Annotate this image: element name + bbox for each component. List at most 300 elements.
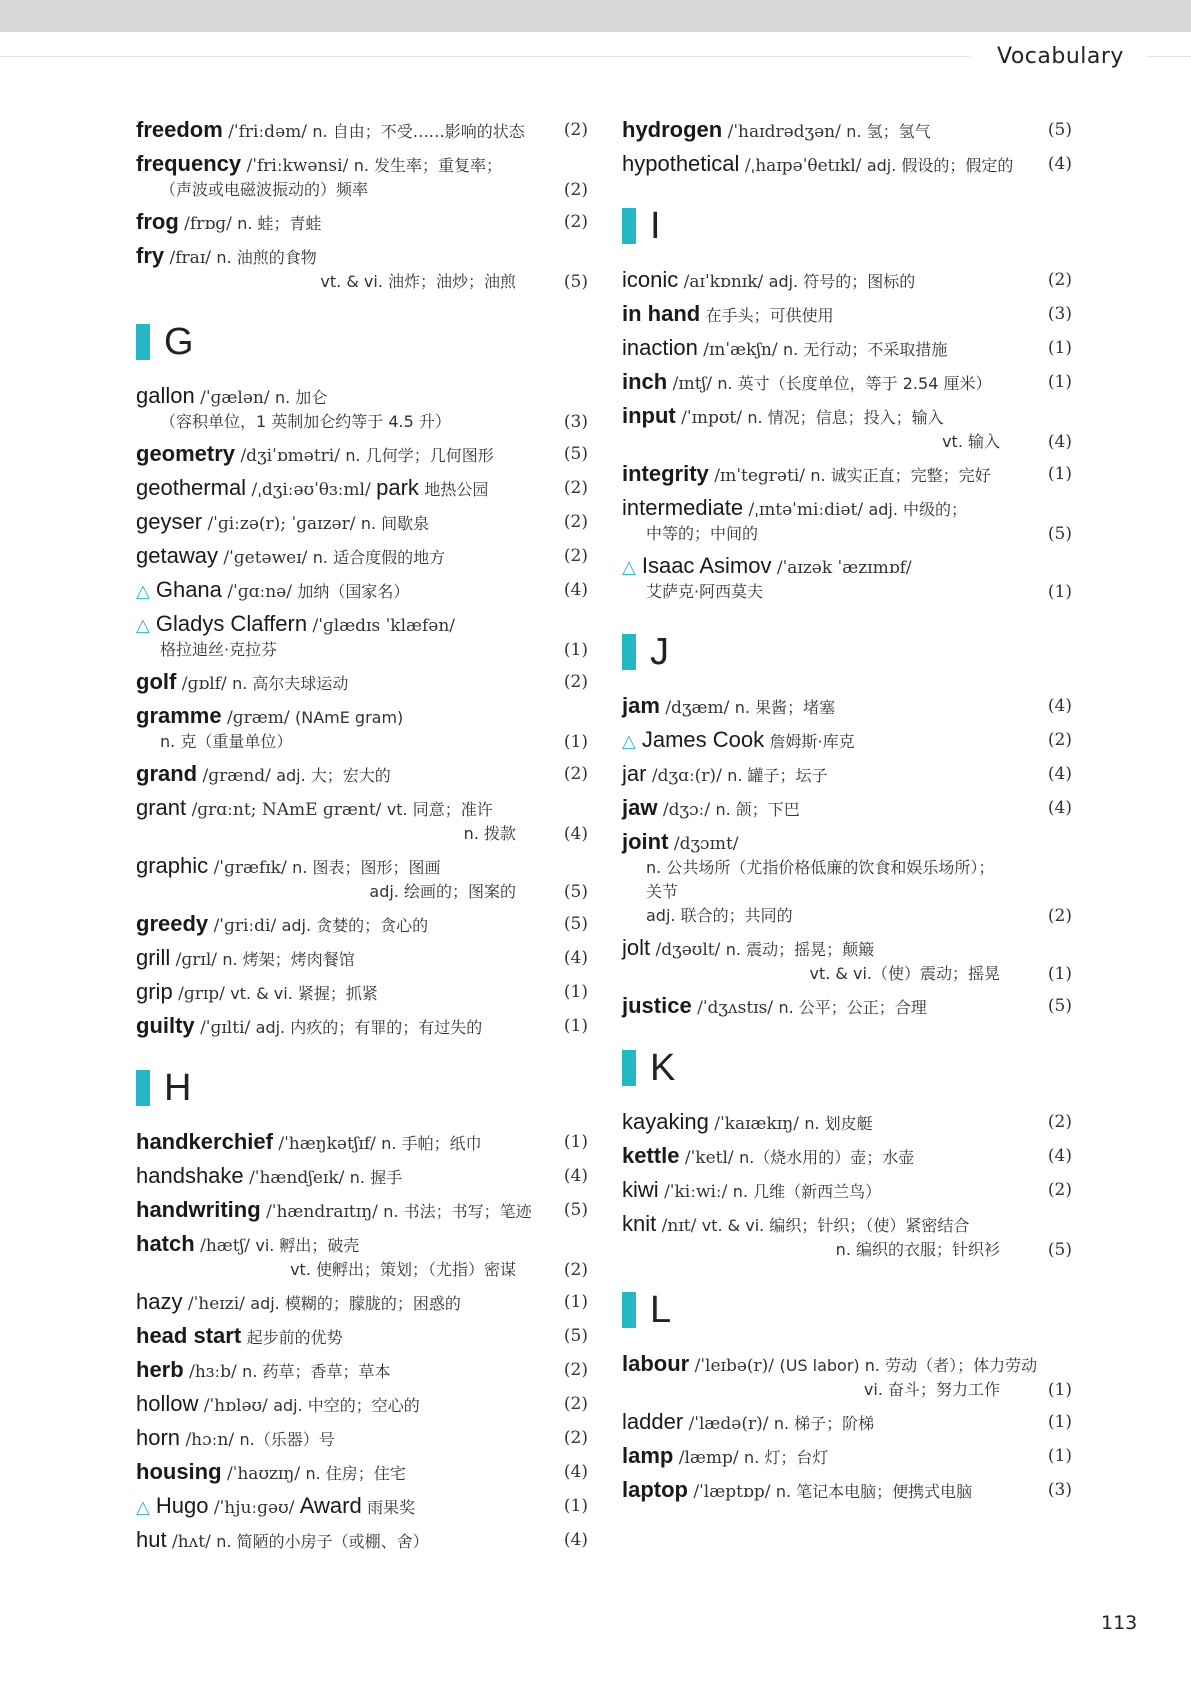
entry-line (622, 462, 1072, 488)
headword: Isaac Asimov (641, 553, 772, 578)
entry-line (622, 152, 1072, 178)
definition: (NAmE gram) (294, 708, 404, 727)
headword: jolt (622, 935, 651, 960)
phonetic: /ˈfriːkwənsi/ (246, 156, 349, 176)
entry-line (136, 118, 588, 144)
definition: adj. 绘画的；图案的 (369, 882, 516, 901)
vocab-entry (136, 1232, 588, 1282)
left-column (136, 118, 588, 1562)
definition: 地热公园 (424, 480, 489, 499)
entry-line (136, 178, 588, 202)
entry-line (136, 210, 588, 236)
definition: n. 罐子；坛子 (727, 766, 828, 785)
entry-line (136, 544, 588, 570)
headword: golf (136, 669, 177, 694)
entry-line (622, 1378, 1072, 1402)
letter-heading (622, 206, 1072, 246)
vocab-entry (136, 704, 588, 754)
definition: n. 烤架；烤肉餐馆 (222, 950, 355, 969)
headword: geometry (136, 441, 236, 466)
letter-bar (136, 1070, 150, 1106)
phonetic: /ˈketl/ (684, 1148, 734, 1168)
triangle-icon: △ (622, 731, 636, 752)
unit-number: (5) (563, 1200, 588, 1220)
definition: n. 握手 (349, 1168, 403, 1187)
phonetic: /ˈɡlædɪs ˈklæfən/ (312, 616, 456, 636)
headword: Ghana (155, 577, 222, 602)
entry-line (136, 270, 588, 294)
unit-number: (2) (563, 546, 588, 566)
headword: joint (622, 829, 669, 854)
entry-line (136, 670, 588, 696)
definition: vi. 奋斗；努力工作 (863, 1380, 1000, 1399)
phonetic: /ˈdʒʌstɪs/ (697, 998, 774, 1018)
headword: labour (622, 1351, 690, 1376)
definition: adj. 中级的； (868, 500, 968, 519)
headword: housing (136, 1459, 222, 1484)
definition: adj. 模糊的；朦胧的；困惑的 (250, 1294, 461, 1313)
definition: 在手头；可供使用 (705, 306, 834, 325)
entry-line (622, 1144, 1072, 1170)
unit-number: (4) (563, 580, 588, 600)
phonetic: /frɒɡ/ (184, 214, 232, 234)
phonetic: /ˈhændʃeɪk/ (249, 1168, 345, 1188)
vocab-entry (136, 1324, 588, 1350)
entry-line (622, 336, 1072, 362)
definition: n. 药草；香草；草本 (242, 1362, 391, 1381)
definition: n. 油煎的食物 (216, 248, 317, 267)
entry-line (136, 410, 588, 434)
definition: (US labor) n. 劳动（者）；体力劳动 (779, 1356, 1038, 1375)
phonetic: /hɔːn/ (185, 1430, 235, 1450)
headword: inch (622, 369, 668, 394)
unit-number: (2) (563, 764, 588, 784)
letter-heading-text: I (650, 205, 661, 247)
unit-number: (2) (1047, 1112, 1072, 1132)
headword: hypothetical (622, 151, 740, 176)
unit-number: (5) (1047, 1240, 1072, 1260)
entry-line (622, 1238, 1072, 1262)
vocab-entry (136, 510, 588, 536)
vocab-entry (622, 936, 1072, 986)
right-column (622, 118, 1072, 1512)
definition: 中等的；中间的 (646, 524, 759, 543)
entry-line (136, 1426, 588, 1452)
definition: n. 加仑 (274, 388, 328, 407)
unit-number: (1) (563, 1016, 588, 1036)
unit-number: (5) (1047, 120, 1072, 140)
definition: n. 几何学；几何图形 (345, 446, 494, 465)
phonetic: /ˈɡɪlti/ (200, 1018, 251, 1038)
letter-heading (622, 1048, 1072, 1088)
phonetic: /ˈhændraɪtɪŋ/ (266, 1202, 378, 1222)
headword: hatch (136, 1231, 195, 1256)
headword: frog (136, 209, 179, 234)
vocab-entry (136, 544, 588, 570)
vocab-entry (136, 210, 588, 236)
phonetic: /ˈkaɪækɪŋ/ (714, 1114, 799, 1134)
entry-line (136, 638, 588, 662)
entry-line (136, 1164, 588, 1190)
phonetic: /aɪˈkɒnɪk/ (683, 272, 764, 292)
vocab-entry (136, 670, 588, 696)
entry-line (622, 1410, 1072, 1436)
letter-heading (136, 322, 588, 362)
vocab-entry (622, 1110, 1072, 1136)
phonetic: /ˈhæŋkətʃɪf/ (278, 1134, 376, 1154)
unit-number: (2) (563, 512, 588, 532)
definition: n. 克（重量单位） (160, 732, 293, 751)
definition: vt. & vi. 紧握；抓紧 (230, 984, 378, 1003)
phonetic: /hʌt/ (172, 1532, 211, 1552)
entry-line (136, 880, 588, 904)
phonetic: /fraɪ/ (169, 248, 211, 268)
page-number: 113 (1101, 1612, 1138, 1634)
headword: hut (136, 1527, 167, 1552)
triangle-icon: △ (622, 557, 636, 578)
phonetic: /ˈleɪbə(r)/ (694, 1356, 775, 1376)
headword: iconic (622, 267, 679, 292)
letter-heading-text: L (650, 1289, 672, 1331)
unit-number: (4) (1047, 154, 1072, 174)
definition: n. 公共场所（尤指价格低廉的饮食和娱乐场所）； (646, 858, 995, 877)
unit-number: (3) (563, 412, 588, 432)
unit-number: (3) (1047, 1480, 1072, 1500)
definition: n. 间歇泉 (360, 514, 430, 533)
headword: guilty (136, 1013, 195, 1038)
letter-bar (622, 1292, 636, 1328)
headword: freedom (136, 117, 223, 142)
vocab-entry (622, 302, 1072, 328)
headword: hazy (136, 1289, 183, 1314)
headword-part: Award (299, 1493, 362, 1518)
vocab-entry (136, 946, 588, 972)
headword: grip (136, 979, 173, 1004)
headword: in hand (622, 301, 701, 326)
entry-line (622, 856, 1072, 880)
headword: laptop (622, 1477, 688, 1502)
unit-number: (4) (1047, 764, 1072, 784)
vocab-entry (136, 1358, 588, 1384)
definition: n.（乐器）号 (239, 1430, 335, 1449)
top-bar (0, 0, 1191, 32)
entry-line (136, 796, 588, 822)
headword: gallon (136, 383, 195, 408)
vocab-entry (136, 384, 588, 434)
vocab-entry (622, 462, 1072, 488)
phonetic: /ɡɒlf/ (181, 674, 227, 694)
headword: graphic (136, 853, 209, 878)
entry-line (136, 152, 588, 178)
unit-number: (4) (563, 1166, 588, 1186)
phonetic: /ɡrænd/ (202, 766, 271, 786)
unit-number: (1) (563, 1132, 588, 1152)
definition: n. 梯子；阶梯 (773, 1414, 875, 1433)
headword: jar (622, 761, 647, 786)
letter-heading-text: J (650, 631, 669, 673)
headword: James Cook (641, 727, 765, 752)
definition: n. 英寸（长度单位，等于 2.54 厘米） (717, 374, 992, 393)
definition: vt. 使孵出；策划；（尤指）密谋 (290, 1260, 516, 1279)
phonetic: /ˌhaɪpəˈθetɪkl/ (744, 156, 862, 176)
phonetic: /ˈɡiːzə(r); ˈɡaɪzər/ (207, 514, 356, 534)
headword: gramme (136, 703, 222, 728)
unit-number: (1) (563, 732, 588, 752)
entry-line (136, 946, 588, 972)
headword: horn (136, 1425, 181, 1450)
phonetic: /dʒæm/ (665, 698, 730, 718)
unit-number: (1) (1047, 372, 1072, 392)
headword: ladder (622, 1409, 684, 1434)
vocab-entry (622, 1144, 1072, 1170)
unit-number: (2) (1047, 730, 1072, 750)
phonetic: /ˈfriːdəm/ (228, 122, 307, 142)
phonetic: /dʒɔː/ (662, 800, 711, 820)
vocab-entry (622, 796, 1072, 822)
vocab-entry (622, 1178, 1072, 1204)
phonetic: /ɪntʃ/ (672, 374, 712, 394)
headword: herb (136, 1357, 184, 1382)
unit-number: (3) (1047, 304, 1072, 324)
headword: handshake (136, 1163, 244, 1188)
unit-number: (2) (1047, 270, 1072, 290)
entry-line (136, 912, 588, 938)
entry-line (622, 728, 1072, 754)
unit-number: (4) (1047, 696, 1072, 716)
unit-number: (4) (563, 1462, 588, 1482)
vocab-entry (136, 762, 588, 788)
unit-number: (2) (563, 1428, 588, 1448)
definition: n.（烧水用的）壶；水壶 (739, 1148, 915, 1167)
vocab-entry (622, 1478, 1072, 1504)
phonetic: /ɪnˈækʃn/ (703, 340, 778, 360)
unit-number: (2) (563, 1260, 588, 1280)
unit-number: (1) (563, 982, 588, 1002)
phonetic: /ˈaɪzək ˈæzɪmɒf/ (776, 558, 912, 578)
unit-number: (1) (563, 1496, 588, 1516)
definition: vt. 同意；准许 (386, 800, 493, 819)
vocab-entry (622, 336, 1072, 362)
entry-line (622, 580, 1072, 604)
headword: handkerchief (136, 1129, 273, 1154)
vocab-entry (622, 728, 1072, 754)
vocab-entry (136, 1198, 588, 1224)
definition: 雨果奖 (367, 1498, 416, 1517)
phonetic: /læmp/ (678, 1448, 739, 1468)
definition: adj. 内疚的；有罪的；有过失的 (255, 1018, 483, 1037)
entry-line (136, 1392, 588, 1418)
vocab-entry (136, 796, 588, 846)
entry-line (136, 822, 588, 846)
entry-line (136, 1198, 588, 1224)
vocab-entry (136, 476, 588, 502)
headword: grand (136, 761, 198, 786)
phonetic: /dʒəʊlt/ (655, 940, 721, 960)
vocab-entry (622, 118, 1072, 144)
phonetic: /ˈkiːwiː/ (664, 1182, 728, 1202)
unit-number: (4) (1047, 1146, 1072, 1166)
headword-part: park (376, 475, 419, 500)
entry-line (622, 496, 1072, 522)
definition: 艾萨克·阿西莫夫 (646, 582, 764, 601)
section-title: Vocabulary (997, 44, 1124, 69)
phonetic: /ɡrɪl/ (175, 950, 217, 970)
headword: Hugo (155, 1493, 209, 1518)
entry-line (136, 704, 588, 730)
phonetic: /dʒiˈɒmətri/ (240, 446, 340, 466)
entry-line (136, 476, 588, 502)
phonetic: /nɪt/ (661, 1216, 697, 1236)
vocab-entry (136, 1494, 588, 1520)
definition: adj. 中空的；空心的 (273, 1396, 420, 1415)
unit-number: (1) (563, 1292, 588, 1312)
unit-number: (5) (1047, 996, 1072, 1016)
unit-number: (2) (563, 120, 588, 140)
unit-number: (2) (563, 1394, 588, 1414)
entry-line (136, 1494, 588, 1520)
unit-number: (4) (1047, 432, 1072, 452)
vocab-entry (622, 1444, 1072, 1470)
headword: hydrogen (622, 117, 723, 142)
letter-bar (136, 324, 150, 360)
unit-number: (1) (1047, 1446, 1072, 1466)
definition: n. 情况；信息；投入；输入 (747, 408, 944, 427)
phonetic: /ˈheɪzi/ (187, 1294, 245, 1314)
entry-line (622, 830, 1072, 856)
entry-line (622, 1212, 1072, 1238)
phonetic: /ˈɡælən/ (200, 388, 270, 408)
entry-line (622, 936, 1072, 962)
unit-number: (2) (563, 180, 588, 200)
headword: lamp (622, 1443, 674, 1468)
vocab-entry (136, 1460, 588, 1486)
vocab-entry (136, 442, 588, 468)
definition: n. 诚实正直；完整；完好 (810, 466, 991, 485)
vocab-entry (136, 854, 588, 904)
definition: n. 发生率；重复率； (353, 156, 503, 175)
definition: n. 震动；摇晃；颠簸 (725, 940, 875, 959)
letter-heading-text: K (650, 1047, 676, 1089)
unit-number: (2) (563, 1360, 588, 1380)
headword: getaway (136, 543, 218, 568)
unit-number: (2) (563, 212, 588, 232)
letter-heading (622, 1290, 1072, 1330)
letter-bar (622, 208, 636, 244)
definition: 加纳（国家名） (297, 582, 410, 601)
entry-line (622, 904, 1072, 928)
headword: geothermal (136, 475, 247, 500)
entry-line (136, 1290, 588, 1316)
entry-line (136, 612, 588, 638)
definition: n. 图表；图形；图画 (292, 858, 441, 877)
entry-line (136, 1358, 588, 1384)
phonetic: /ˈhaɪdrədʒən/ (727, 122, 841, 142)
entry-line (136, 442, 588, 468)
entry-line (136, 1460, 588, 1486)
entry-line (622, 994, 1072, 1020)
unit-number: (2) (1047, 1180, 1072, 1200)
definition: n. 灯；台灯 (744, 1448, 829, 1467)
entry-line (622, 694, 1072, 720)
vocab-entry (622, 496, 1072, 546)
unit-number: (1) (563, 640, 588, 660)
definition: 詹姆斯·库克 (769, 732, 855, 751)
definition: n. 果酱；堵塞 (734, 698, 836, 717)
definition: adj. 贪婪的；贪心的 (281, 916, 429, 935)
vocab-entry (622, 994, 1072, 1020)
entry-line (136, 578, 588, 604)
headword: frequency (136, 151, 242, 176)
phonetic: /ˈɡɑːnə/ (227, 582, 292, 602)
vocab-entry (136, 612, 588, 662)
definition: n. 笔记本电脑；便携式电脑 (775, 1482, 973, 1501)
definition: n. 自由；不受……影响的状态 (312, 122, 525, 141)
headword: justice (622, 993, 692, 1018)
definition: n. 简陋的小房子（或棚、舍） (216, 1532, 429, 1551)
entry-line (622, 404, 1072, 430)
unit-number: (5) (563, 882, 588, 902)
definition: 起步前的优势 (246, 1328, 343, 1347)
phonetic: /ɡræm/ (227, 708, 290, 728)
entry-line (136, 244, 588, 270)
vocab-entry (136, 1130, 588, 1156)
phonetic: /ˈlædə(r)/ (688, 1414, 769, 1434)
triangle-icon: △ (136, 1497, 150, 1518)
headword: kettle (622, 1143, 680, 1168)
headword: jam (622, 693, 660, 718)
phonetic: /ˈɡetəweɪ/ (223, 548, 308, 568)
definition: n. 几维（新西兰鸟） (732, 1182, 882, 1201)
definition: n. 公平；公正；合理 (778, 998, 927, 1017)
unit-number: (1) (1047, 964, 1072, 984)
unit-number: (5) (1047, 524, 1072, 544)
headword: kayaking (622, 1109, 709, 1134)
entry-line (622, 762, 1072, 788)
unit-number: (4) (563, 824, 588, 844)
definition: n. 高尔夫球运动 (232, 674, 349, 693)
entry-line (622, 554, 1072, 580)
unit-number: (5) (563, 1326, 588, 1346)
definition: vt. & vi.（使）震动；摇晃 (809, 964, 1000, 983)
entry-line (622, 268, 1072, 294)
definition: 格拉迪丝·克拉芬 (160, 640, 278, 659)
entry-line (136, 1258, 588, 1282)
definition: 关节 (646, 882, 679, 901)
definition: n. 住房；住宅 (305, 1464, 406, 1483)
entry-line (622, 1178, 1072, 1204)
unit-number: (2) (1047, 906, 1072, 926)
entry-line (136, 1232, 588, 1258)
headword: greedy (136, 911, 209, 936)
letter-heading-text: H (164, 1067, 192, 1109)
triangle-icon: △ (136, 581, 150, 602)
definition: n. 氢；氢气 (846, 122, 931, 141)
entry-line (136, 1528, 588, 1554)
vocab-entry (622, 1410, 1072, 1436)
definition: n. 划皮艇 (804, 1114, 873, 1133)
phonetic: /ˌɪntəˈmiːdiət/ (748, 500, 864, 520)
letter-heading (622, 632, 1072, 672)
headword: fry (136, 243, 165, 268)
unit-number: (5) (563, 272, 588, 292)
unit-number: (1) (1047, 1380, 1072, 1400)
letter-heading (136, 1068, 588, 1108)
headword: head start (136, 1323, 242, 1348)
vocab-entry (136, 1528, 588, 1554)
definition: adj. 符号的；图标的 (768, 272, 916, 291)
vocab-entry (136, 152, 588, 202)
entry-line (622, 370, 1072, 396)
